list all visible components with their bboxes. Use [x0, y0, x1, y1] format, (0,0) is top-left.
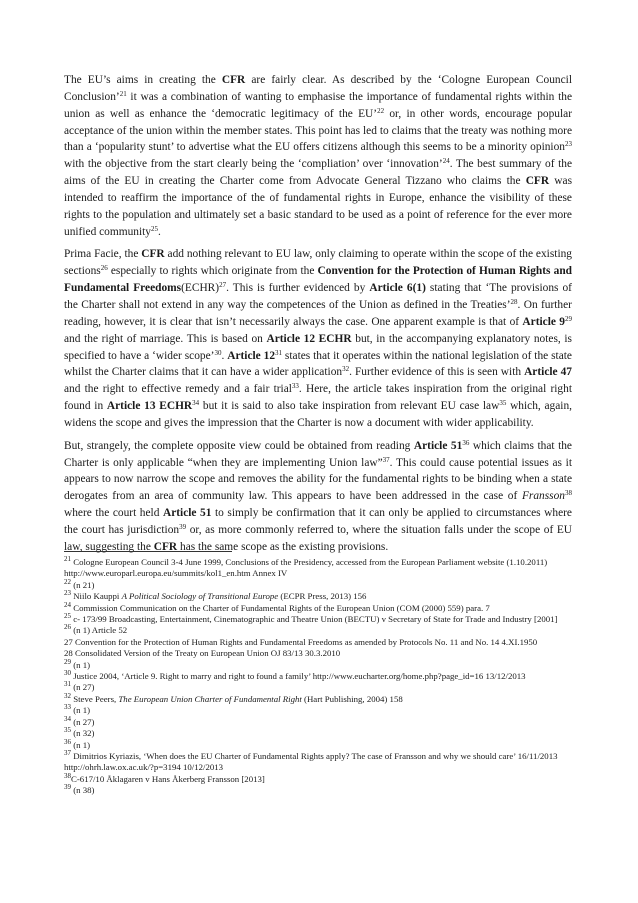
text-run: c- 173/99 Broadcasting, Entertainment, Cinematographic and Theatre Union (BECTU) v Secretary of State for Trade and Industry [2001]	[71, 614, 558, 625]
footnote	[64, 600, 578, 614]
footnote	[64, 637, 578, 648]
text-run: (n 1) Article 52	[71, 625, 128, 636]
footnote	[64, 557, 578, 580]
text-run: Convention for the Protection of Human Rights and Fundamental Freedoms as amended by Protocols No. 11 and No. 14 4.XI.1950	[72, 636, 538, 647]
text-run: Article 6(1)	[369, 282, 426, 295]
footnote-ref: 32	[64, 691, 71, 700]
text-run: (n 32)	[71, 728, 95, 739]
text-run: But, strangely, the complete opposite view could be obtained from reading	[64, 439, 414, 452]
text-run: 28	[64, 648, 73, 659]
footnote	[64, 785, 578, 796]
footnote-ref: 33	[291, 382, 299, 391]
footnote-ref: 22	[64, 577, 71, 586]
text-run: Convention for the Protection of Human Rights and Fundamental Freedoms	[64, 265, 572, 295]
footnote	[64, 771, 578, 785]
text-run: with the objective from the start clearly being the ‘compliation’ over ‘innovation’	[64, 158, 443, 171]
text-run: (n 1)	[71, 739, 91, 750]
footnote-ref: 38	[64, 771, 71, 780]
text-run: 27	[64, 636, 73, 647]
footnote-separator	[64, 551, 232, 552]
footnote	[64, 714, 578, 728]
footnote-ref: 23	[565, 140, 572, 149]
text-run: .	[158, 225, 161, 238]
footnote	[64, 728, 578, 739]
footnote-ref: 38	[565, 489, 572, 498]
footnote-ref: 25	[64, 612, 71, 621]
footnote-ref: 30	[64, 669, 71, 678]
text-run: (n 21)	[71, 579, 95, 590]
text-run: The European Union Charter of Fundamental Right	[118, 693, 302, 704]
footnote-ref: 37	[382, 455, 390, 464]
text-run: stating that ‘The provisions of the Charter shall not extend in any way the competences of the Union as defined in the Treaties’	[64, 282, 572, 311]
text-run: C-617/10 Åklagaren v Hans Åkerberg Fransson [2013]	[71, 773, 265, 784]
text-run: Article 13 ECHR	[106, 400, 193, 413]
text-run: . On further reading, however, it is clear that isn’t necessarily always the case. One apparent example is that of	[64, 298, 572, 328]
footnote-ref: 34	[64, 714, 71, 723]
text-run: Dimitrios Kyriazis, ‘When does the EU Charter of Fundamental Rights apply? The case of Fransson and why we should care’ 16/11/2013 http://ohrh.law.ox.ac.uk/?p=3194 10/12/2013	[64, 750, 558, 773]
footnote-ref: 32	[342, 365, 350, 374]
footnote	[64, 625, 578, 636]
footnote-ref: 37	[64, 748, 71, 757]
text-run: which, again, widens the scope and gives the impression that the Charter is now a document with wider applicability.	[64, 400, 572, 429]
text-run: CFR	[525, 175, 550, 188]
text-run: to simply be confirmation that it can only be applied to circumstances where the court has jurisdiction	[64, 507, 572, 536]
text-run: (n 38)	[71, 785, 95, 796]
footnote-ref: 25	[151, 224, 158, 233]
footnote-ref: 36	[462, 438, 470, 447]
text-run: Article 51	[413, 439, 463, 452]
text-run: has the same scope as the existing provisions.	[177, 540, 389, 553]
footnote-ref: 24	[64, 600, 71, 609]
text-run: states that it operates within the national legislation of the state whilst the Charter claims that it can have a wider application	[64, 349, 572, 379]
text-run: Consolidated Version of the Treaty on European Union OJ 83/13 30.3.2010	[72, 648, 341, 659]
footnote-ref: 35	[64, 726, 71, 735]
footnote-ref: 31	[275, 348, 283, 357]
footnote	[64, 737, 578, 751]
footnote-ref: 26	[64, 623, 71, 632]
text-run: Article 9	[522, 315, 565, 328]
footnote-ref: 21	[119, 89, 127, 98]
text-run: Article 12	[227, 349, 276, 362]
footnote	[64, 671, 578, 682]
text-run: or, as more commonly referred to, where the situation falls under the scope of EU law, suggesting the	[64, 523, 573, 553]
text-run: and the right of marriage. This is based on	[64, 332, 267, 345]
footnote	[64, 577, 578, 591]
text-run: but, in the accompanying explanatory notes, is specified to have a ‘wider scope’	[64, 332, 572, 362]
footnote-ref: 21	[64, 555, 71, 563]
footnote-ref: 29	[565, 314, 572, 323]
text-run: add nothing relevant to EU law, only claiming to operate within the scope of the existing sections	[64, 248, 572, 278]
text-run: (ECPR Press, 2013) 156	[278, 591, 367, 602]
text-run: (n 1)	[71, 705, 91, 716]
footnote	[64, 648, 578, 659]
footnote-ref: 27	[219, 281, 227, 290]
footnote-ref: 31	[64, 680, 71, 689]
text-run: Justice 2004, ‘Article 9. Right to marry and right to found a family’ http://www.eucharter.org/home.php?page_id=16 13/12/2013	[71, 671, 526, 682]
footnote	[64, 657, 578, 671]
text-run: CFR	[153, 540, 178, 553]
text-run: (n 27)	[71, 682, 95, 693]
text-run: was intended to reaffirm the importance of the of fundamental rights in Europe, enhance the visibility of these rights to the population and ultimately set a basic standard to be used as a point of reference for the ever more unified community	[64, 175, 573, 238]
text-run: Niilo Kauppi	[71, 591, 122, 602]
text-run: (ECHR)	[181, 282, 220, 295]
text-run: . This is further evidenced by	[226, 282, 370, 295]
text-run: The EU’s aims in creating the	[64, 74, 222, 86]
footnote-ref: 29	[64, 657, 71, 666]
text-run: are fairly clear. As described by the ‘Cologne European Council Conclusion’	[64, 74, 572, 103]
text-run: Article 47	[524, 366, 572, 379]
paragraph-article-51	[64, 438, 572, 556]
footnote	[64, 748, 578, 774]
text-run: . The best summary of the aims of the EU in creating the Charter come from Advocate General Tizzano who claims the	[64, 158, 573, 188]
footnote-ref: 28	[510, 297, 518, 306]
footnote-ref: 39	[179, 522, 187, 531]
footnote-ref: 26	[100, 264, 108, 273]
text-run: CFR	[141, 248, 165, 261]
footnote-ref: 35	[499, 399, 507, 408]
footnote-ref: 36	[64, 737, 71, 746]
body-text	[64, 72, 572, 562]
text-run: . Here, the article takes inspiration from the original right found in	[64, 383, 572, 413]
text-run: which claims that the Charter is only applicable “when they are implementing Union law”	[64, 439, 572, 469]
footnote-ref: 22	[377, 106, 385, 115]
text-run: and the right to effective remedy and a fair trial	[64, 383, 292, 396]
footnote	[64, 682, 578, 693]
paragraph-aims	[64, 72, 572, 240]
paragraph-prima-facie	[64, 246, 572, 431]
text-run: but it is said to also take inspiration from relevant EU case law	[199, 400, 500, 413]
text-run: (n 27)	[71, 716, 95, 727]
text-run: especially to rights which originate from the	[107, 265, 318, 278]
footnote	[64, 705, 578, 716]
footnote-ref: 24	[442, 157, 450, 166]
text-run: CFR	[221, 74, 246, 86]
text-run: .	[221, 349, 228, 362]
text-run: Fransson	[521, 490, 565, 503]
text-run: . This could cause potential issues as it appears to now narrow the scope and removes the ability for the fundamental rights to be binding when a state derogates from an area of community law. This appears to have been addressed in the case of	[64, 456, 572, 503]
text-run: Prima Facie, the	[64, 248, 142, 261]
text-run: where the court held	[64, 507, 163, 520]
text-run: Article 51	[162, 507, 212, 520]
footnote-ref: 23	[64, 589, 71, 598]
footnote-ref: 30	[214, 348, 222, 357]
text-run: Steve Peers,	[71, 693, 119, 704]
footnote	[64, 591, 578, 602]
text-run: (n 1)	[71, 659, 91, 670]
footnotes	[64, 557, 578, 797]
footnote-ref: 34	[192, 399, 200, 408]
text-run: it was a combination of wanting to emphasise the importance of fundamental rights within the union as well as enhance the ‘democratic legitimacy of the EU’	[64, 90, 572, 120]
text-run: A Political Sociology of Transitional Europe	[121, 591, 279, 602]
text-run: (Hart Publishing, 2004) 158	[301, 693, 403, 704]
footnote-ref: 33	[64, 703, 71, 712]
text-run: . Further evidence of this is seen with	[349, 366, 525, 379]
footnote	[64, 614, 578, 625]
footnote-ref: 39	[64, 783, 71, 792]
text-run: Article 12 ECHR	[266, 332, 352, 345]
text-run: Commission Communication on the Charter of Fundamental Rights of the European Union (COM (2000) 559) para. 7	[71, 602, 490, 613]
footnote	[64, 691, 578, 705]
text-run: or, in other words, encourage popular acceptance of the union within the member states. This point has led to claims that the treaty was nothing more than a ‘popularity stunt’ to advertise what the EU offers citizens although this seems to be a minority opinion	[64, 107, 572, 154]
text-run: Cologne European Council 3-4 June 1999, Conclusions of the Presidency, accessed from the European Parliament website (1.10.2011) http://www.europarl.europa.eu/summits/kol1_en.htm Annex IV	[64, 557, 548, 579]
